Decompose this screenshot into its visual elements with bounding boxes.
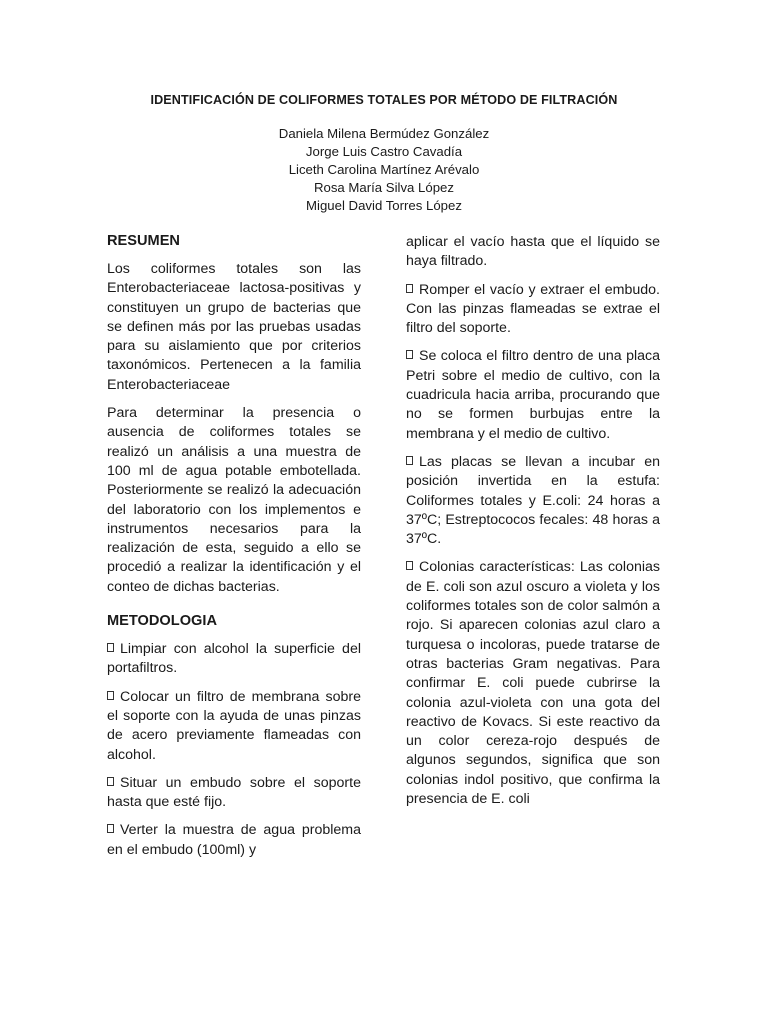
resumen-heading: RESUMEN xyxy=(107,233,180,249)
author-name: Miguel David Torres López xyxy=(306,198,462,213)
metodologia-heading: METODOLOGIA xyxy=(107,613,217,630)
method-step: Colonias características: Las colonias de E. coli son azul oscuro a violeta y los coliformes totales son de color salmón a rojo. Si aparecen colonias azul claro a turquesa o incoloras, puede tratarse de otras bacterias Gram negativas. Para confirmar E. coli puede cubrirse la colonia azul-violeta con una gota del reactivo de Kovacs. Si este reactivo da un color cereza-rojo después de algunos segundos, significa que son colonias indol positivo, que confirma la presencia de E. coli xyxy=(406,559,660,808)
bullet-box-icon xyxy=(107,777,114,786)
left-column xyxy=(107,231,361,869)
bullet-box-icon xyxy=(406,350,413,359)
author-list xyxy=(0,125,768,215)
right-column xyxy=(406,233,660,818)
bullet-box-icon xyxy=(107,691,114,700)
method-step: Se coloca el filtro dentro de una placa Petri sobre el medio de cultivo, con la cuadricula hacia arriba, procurando que no se formen burbujas entre la membrana y el medio de cultivo. xyxy=(406,348,660,442)
resumen-paragraph: Los coliformes totales son las Enterobacteriaceae lactosa-positivas y constituyen un grupo de bacterias que se definen más por las pruebas usadas para su aislamiento que por criterios taxonómicos. Pertenecen a la familia Enterobacteriaceae xyxy=(107,261,361,393)
author-name: Daniela Milena Bermúdez González xyxy=(278,126,490,141)
method-step: Situar un embudo sobre el soporte hasta que esté fijo. xyxy=(107,774,361,811)
author-name: Liceth Carolina Martínez Arévalo xyxy=(288,162,480,177)
bullet-box-icon xyxy=(406,456,413,465)
method-step: Limpiar con alcohol la superficie del portafiltros. xyxy=(107,641,361,677)
resumen-paragraph: Para determinar la presencia o ausencia de coliformes totales se realizó un análisis a una muestra de 100 ml de agua potable embotellada. Posteriormente se realizó la adecuación del laboratorio con los implementos e instrumentos necesarios para la realización de esta, seguido a ello se procedió a realizar la identificación y el conteo de dichas bacterias. xyxy=(107,405,361,595)
paper-title: IDENTIFICACIÓN DE COLIFORMES TOTALES POR MÉTODO DE FILTRACIÓN xyxy=(150,93,618,107)
method-step: Las placas se llevan a incubar en posición invertida en la estufa: Coliformes totales y E.coli: 24 horas a 37ºC; Estreptococos fecales: 48 horas a 37ºC. xyxy=(406,453,660,548)
method-step: Verter la muestra de agua problema en el embudo (100ml) y xyxy=(107,822,361,858)
bullet-box-icon xyxy=(107,643,114,652)
method-step: Romper el vacío y extraer el embudo. Con las pinzas flameadas se extrae el filtro del soporte. xyxy=(406,281,660,337)
method-step: Colocar un filtro de membrana sobre el soporte con la ayuda de unas pinzas de acero previamente flameadas con alcohol. xyxy=(107,688,361,763)
author-name: Jorge Luis Castro Cavadía xyxy=(305,144,463,159)
bullet-box-icon xyxy=(107,824,114,833)
bullet-box-icon xyxy=(406,561,413,570)
method-step-continuation: aplicar el vacío hasta que el líquido se haya filtrado. xyxy=(406,234,660,270)
author-name: Rosa María Silva López xyxy=(313,180,454,195)
bullet-box-icon xyxy=(406,284,413,293)
